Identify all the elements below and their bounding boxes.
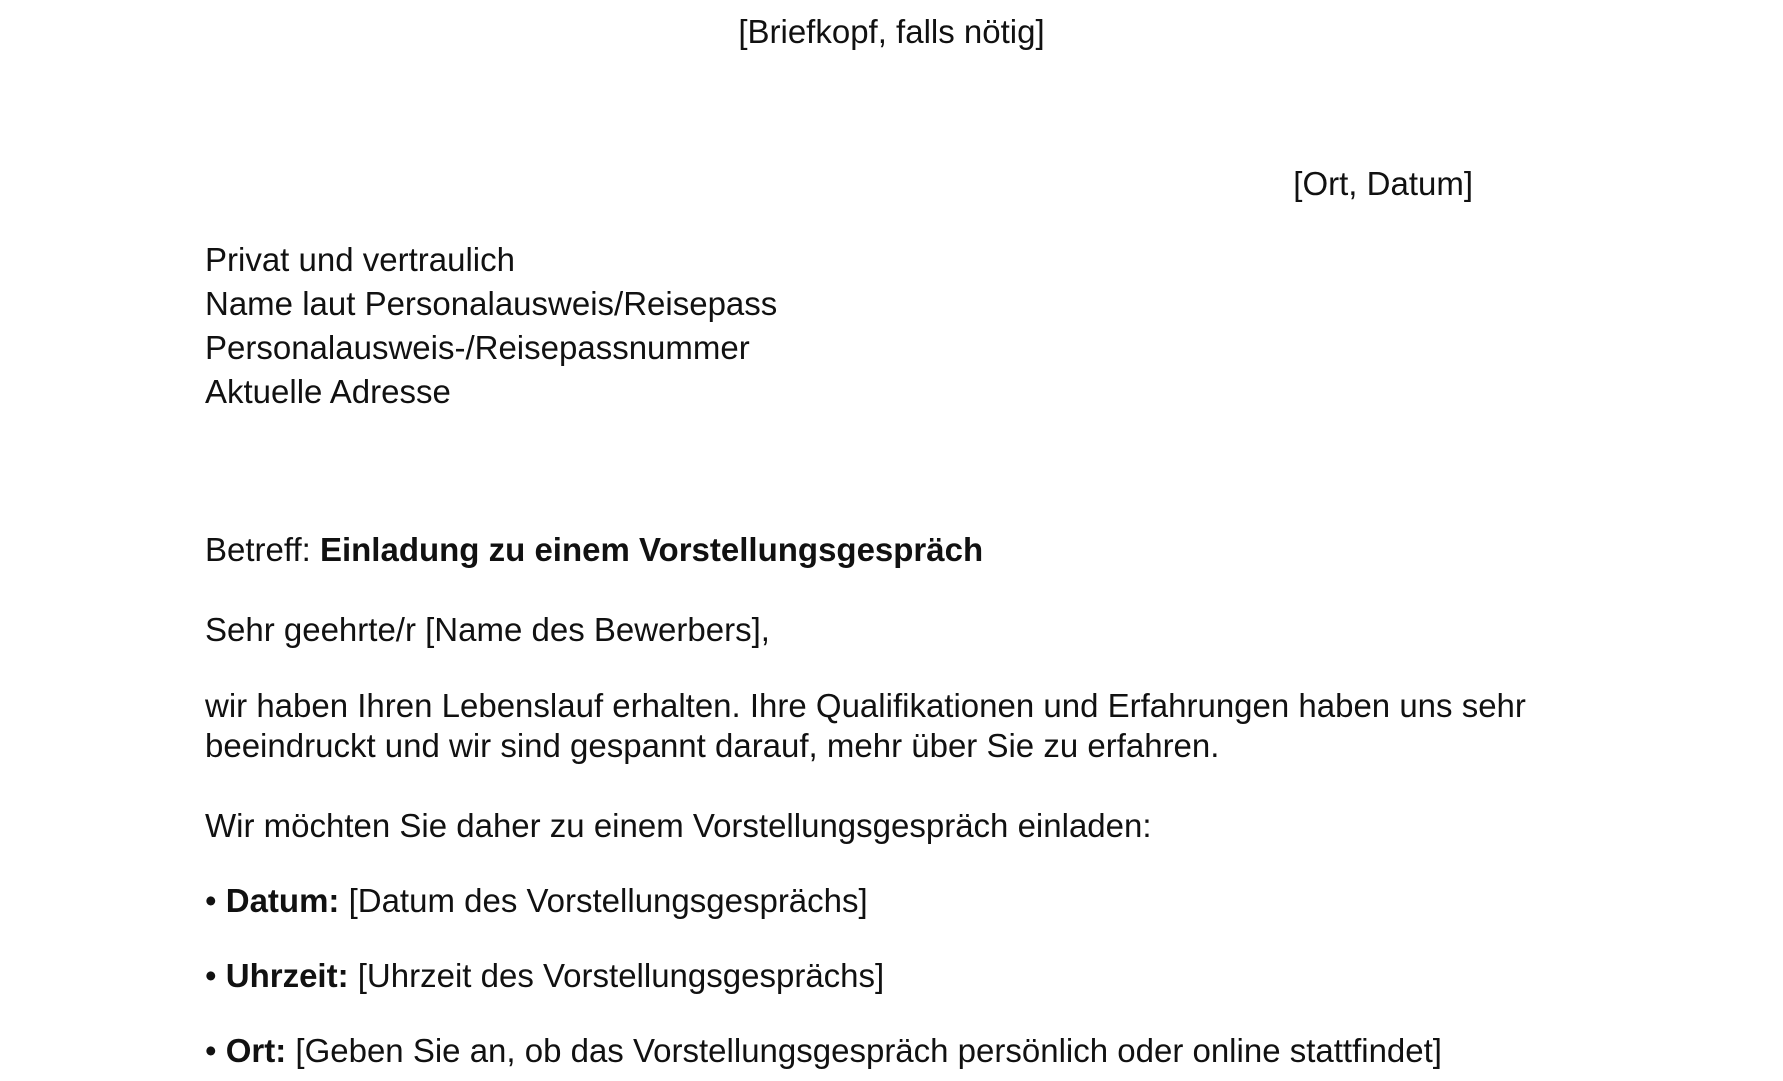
recipient-block bbox=[205, 238, 777, 414]
bullet-time bbox=[205, 956, 884, 996]
bullet-time-text: [Uhrzeit des Vorstellungsgesprächs] bbox=[357, 957, 885, 994]
bullet-date bbox=[205, 881, 868, 921]
salutation: Sehr geehrte/r [Name des Bewerbers], bbox=[205, 611, 770, 648]
bullet-location-text: [Geben Sie an, ob das Vorstellungsgespräch persönlich oder online stattfindet] bbox=[295, 1032, 1442, 1069]
subject-text: Einladung zu einem Vorstellungsgespräch bbox=[319, 531, 984, 568]
bullet-time-label: Uhrzeit: bbox=[225, 957, 349, 994]
invitation-sentence: Wir möchten Sie daher zu einem Vorstellungsgespräch einladen: bbox=[205, 807, 1152, 844]
recipient-line-address: Aktuelle Adresse bbox=[205, 373, 451, 410]
subject-label: Betreff: bbox=[205, 531, 311, 568]
subject-line bbox=[205, 530, 983, 570]
bullet-date-text: [Datum des Vorstellungsgesprächs] bbox=[348, 882, 868, 919]
intro-paragraph-line-1: wir haben Ihren Lebenslauf erhalten. Ihre Qualifikationen und Erfahrungen haben uns sehr bbox=[205, 687, 1526, 724]
bullet-location-label: Ort: bbox=[225, 1032, 287, 1069]
bullet-date-label: Datum: bbox=[225, 882, 340, 919]
bullet-location bbox=[205, 1031, 1442, 1071]
recipient-line-id-number: Personalausweis-/Reisepassnummer bbox=[205, 329, 750, 366]
bullet-glyph: • bbox=[205, 957, 217, 994]
letterhead-placeholder: [Briefkopf, falls nötig] bbox=[738, 13, 1045, 50]
recipient-line-name: Name laut Personalausweis/Reisepass bbox=[205, 285, 778, 322]
intro-paragraph-line-2: beeindruckt und wir sind gespannt darauf, mehr über Sie zu erfahren. bbox=[205, 727, 1220, 764]
bullet-glyph: • bbox=[205, 1032, 217, 1069]
recipient-line-confidential: Privat und vertraulich bbox=[205, 241, 515, 278]
bullet-glyph: • bbox=[205, 882, 217, 919]
intro-paragraph bbox=[205, 686, 1625, 766]
place-date-placeholder: [Ort, Datum] bbox=[1293, 165, 1473, 202]
